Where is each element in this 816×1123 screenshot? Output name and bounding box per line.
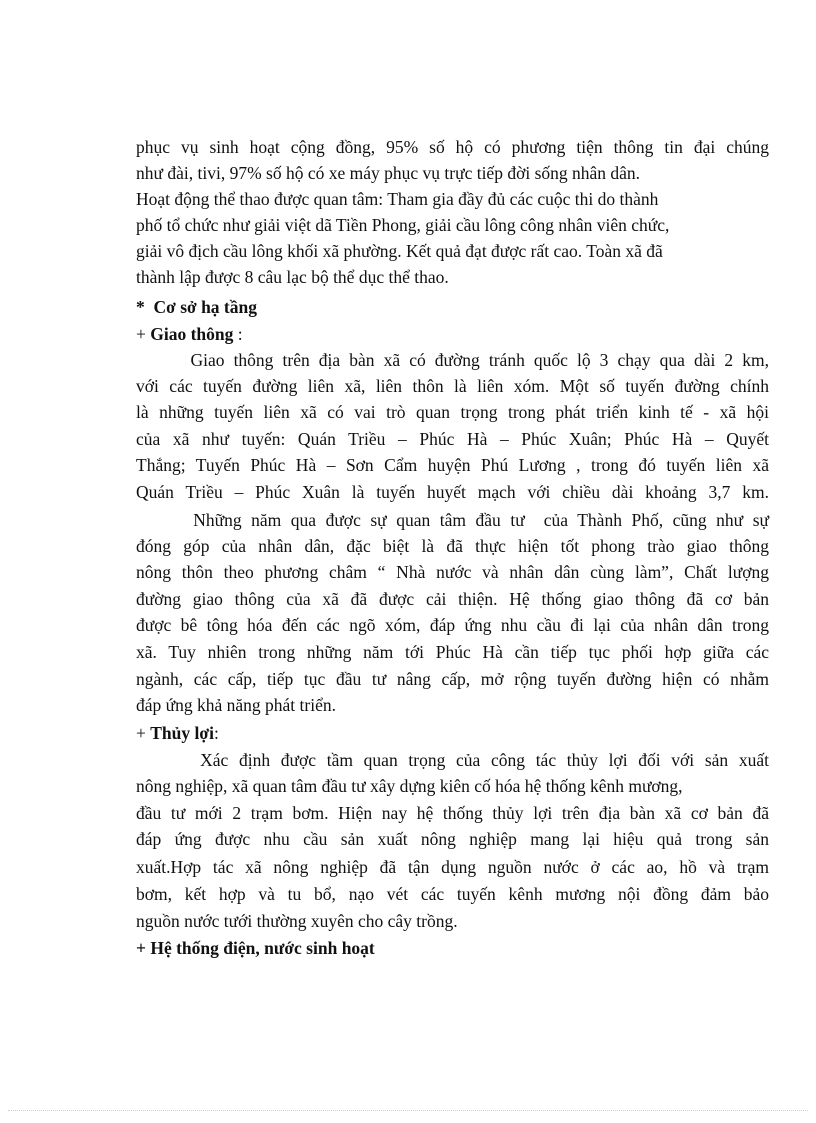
- paragraph-line: đáp ứng khả năng phát triển.: [136, 695, 336, 715]
- subheading-marker: +: [136, 324, 151, 344]
- paragraph-line: Quán Triều – Phúc Xuân là tuyến huyết mạch với chiều dài khoảng 3,7 km.: [136, 482, 769, 502]
- section-heading: + Hệ thống điện, nước sinh hoạt: [136, 938, 375, 958]
- paragraph-line: Giao thông trên địa bàn xã có đường tránh quốc lộ 3 chạy qua dài 2 km,: [136, 350, 769, 370]
- paragraph-line: thành lập được 8 câu lạc bộ thể dục thể thao.: [136, 267, 449, 287]
- section-subheading: [136, 324, 243, 344]
- paragraph-line: xuất.Hợp tác xã nông nghiệp đã tận dụng nguồn nước ở các ao, hồ và trạm: [136, 857, 769, 877]
- paragraph-line: đóng góp của nhân dân, đặc biệt là đã thực hiện tốt phong trào giao thông: [136, 536, 769, 556]
- subheading-label: Giao thông: [150, 324, 234, 344]
- paragraph-line: đầu tư mới 2 trạm bơm. Hiện nay hệ thống thủy lợi trên địa bàn xã cơ bản đã: [136, 803, 769, 823]
- paragraph-line: xã. Tuy nhiên trong những năm tới Phúc Hà cần tiếp tục phối hợp giữa các: [136, 642, 769, 662]
- subheading-marker: :: [213, 723, 219, 743]
- paragraph-line: như đài, tivi, 97% số hộ có xe máy phục vụ trực tiếp đời sống nhân dân.: [136, 163, 641, 183]
- paragraph-line: với các tuyến đường liên xã, liên thôn là liên xóm. Một số tuyến đường chính: [136, 376, 769, 396]
- paragraph-line: Xác định được tầm quan trọng của công tác thủy lợi đối với sản xuất: [136, 750, 769, 770]
- section-subheading: [136, 723, 219, 743]
- paragraph-line: bơm, kết hợp và tu bổ, nạo vét các tuyến kênh mương nội đồng đảm bảo: [136, 884, 769, 904]
- paragraph-line: là những tuyến liên xã có vai trò quan trọng trong phát triển kinh tế - xã hội: [136, 402, 769, 422]
- paragraph-line: nguồn nước tưới thường xuyên cho cây trồng.: [136, 911, 458, 931]
- section-heading: * Cơ sở hạ tầng: [136, 297, 257, 317]
- paragraph-line: được bê tông hóa đến các ngõ xóm, đáp ứng nhu cầu đi lại của nhân dân trong: [136, 615, 769, 635]
- paragraph-line: đường giao thông của xã đã được cải thiện. Hệ thống giao thông đã cơ bản: [136, 589, 769, 609]
- paragraph-line: nông thôn theo phương châm “ Nhà nước và nhân dân cùng làm”, Chất lượng: [136, 562, 769, 582]
- paragraph-line: ngành, các cấp, tiếp tục đầu tư nâng cấp, mở rộng tuyến đường hiện có nhằm: [136, 669, 769, 689]
- subheading-label: Thủy lợi: [150, 723, 214, 743]
- paragraph-line: nông nghiệp, xã quan tâm đầu tư xây dựng kiên cố hóa hệ thống kênh mương,: [136, 776, 683, 796]
- paragraph-line: phố tổ chức như giải việt dã Tiền Phong, giải cầu lông công nhân viên chức,: [136, 215, 670, 235]
- paragraph-line: đáp ứng được nhu cầu sản xuất nông nghiệp mang lại hiệu quả trong sản: [136, 829, 769, 849]
- paragraph-line: của xã như tuyến: Quán Triều – Phúc Hà – Phúc Xuân; Phúc Hà – Quyết: [136, 429, 769, 449]
- paragraph-line: Những năm qua được sự quan tâm đầu tư của Thành Phố, cũng như sự: [136, 510, 769, 530]
- paragraph-line: Thắng; Tuyến Phúc Hà – Sơn Cẩm huyện Phú Lương , trong đó tuyến liên xã: [136, 455, 769, 475]
- paragraph-line: phục vụ sinh hoạt cộng đồng, 95% số hộ có phương tiện thông tin đại chúng: [136, 137, 769, 157]
- paragraph-line: Hoạt động thể thao được quan tâm: Tham gia đầy đủ các cuộc thi do thành: [136, 189, 659, 209]
- paragraph-line: giải vô địch cầu lông khối xã phường. Kết quả đạt được rất cao. Toàn xã đã: [136, 241, 663, 261]
- subheading-marker: +: [136, 723, 151, 743]
- subheading-marker: :: [233, 324, 243, 344]
- page-bottom-dotted-rule: [8, 1110, 808, 1111]
